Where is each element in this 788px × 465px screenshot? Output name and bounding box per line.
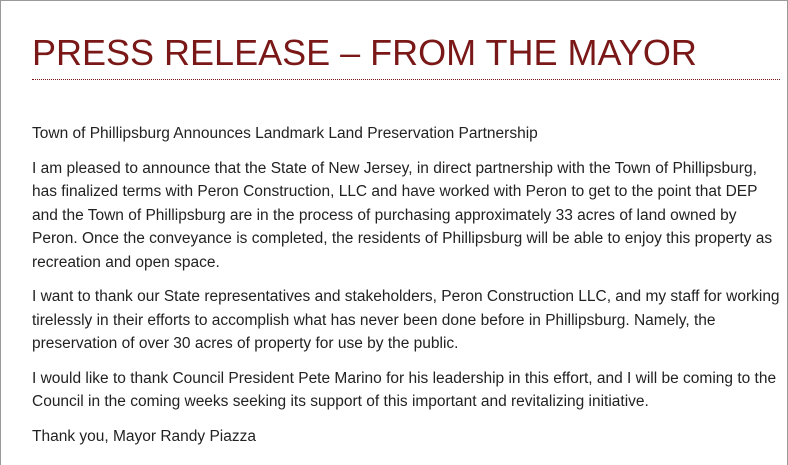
- article-paragraph-1: I am pleased to announce that the State of New Jersey, in direct partnership with the Town of Phillipsburg, has finalized terms with Peron Construction, LLC and have worked with Peron to get to the point that DEP and the Town of Phillipsburg are in the process of purchasing approximately 33 acres of land owned by Peron. Once the conveyance is completed, the residents of Phillipsburg will be able to enjoy this property as recreation and open space.: [32, 159, 773, 271]
- article-paragraph-3: I would like to thank Council President Pete Marino for his leadership in this effort, and I will be coming to the Council in the coming weeks seeking its support of this important and revitalizing initiative.: [32, 369, 777, 410]
- article-paragraph-2: I want to thank our State representatives and stakeholders, Peron Construction LLC, and my staff for working tirelessly in their efforts to accomplish what has never been done before in Phillipsburg. Namely, the preservation of over 30 acres of property for use by the public.: [32, 288, 780, 352]
- press-release-body: [32, 122, 782, 459]
- page-title: PRESS RELEASE – FROM THE MAYOR: [32, 32, 697, 73]
- title-divider: [32, 79, 780, 80]
- article-signoff: Thank you, Mayor Randy Piazza: [32, 427, 256, 445]
- article-headline: Town of Phillipsburg Announces Landmark Land Preservation Partnership: [32, 125, 538, 142]
